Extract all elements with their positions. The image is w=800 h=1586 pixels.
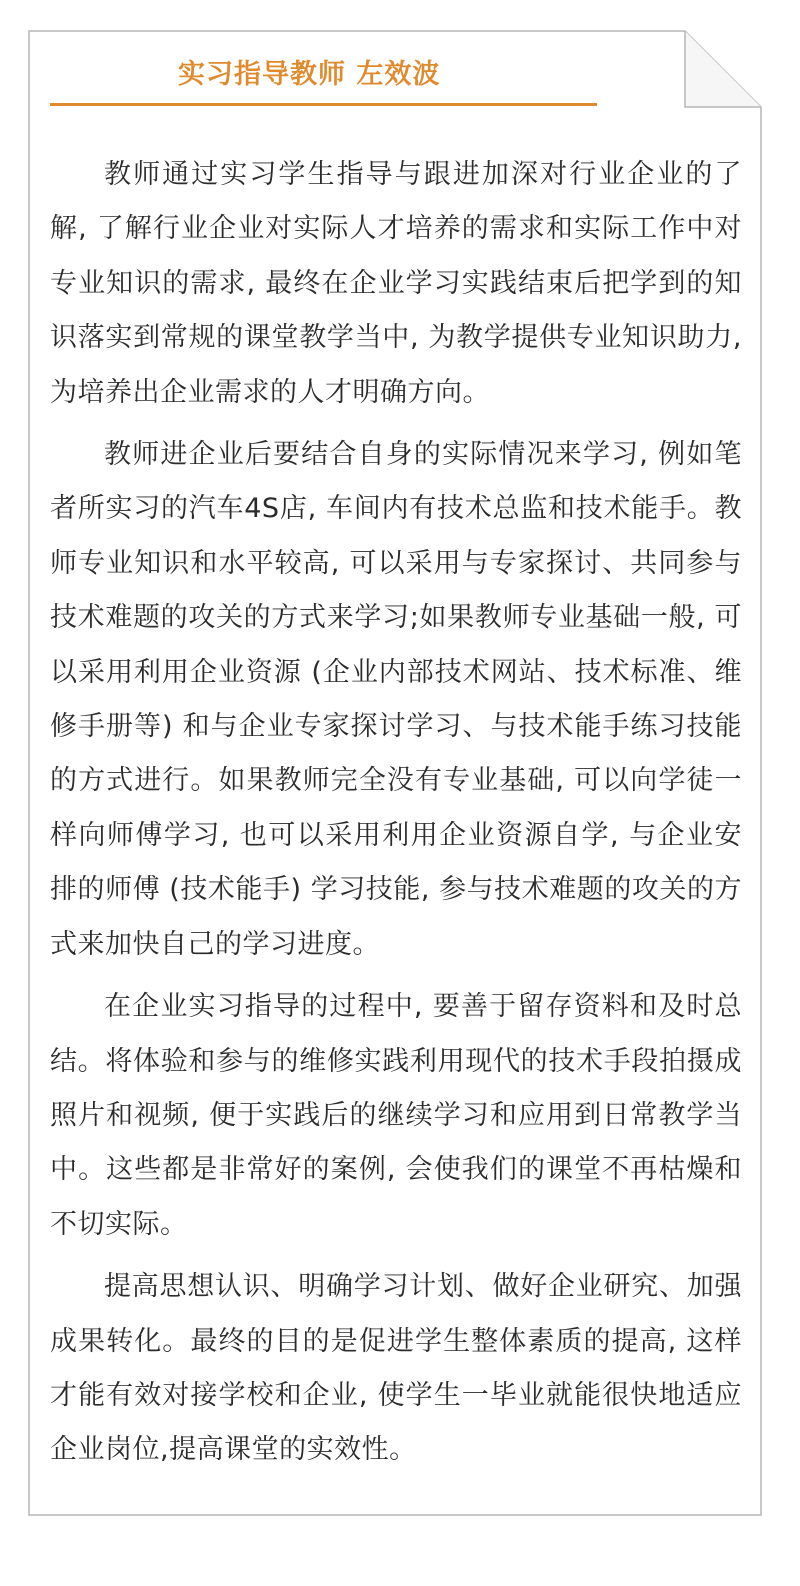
paragraph: 在企业实习指导的过程中, 要善于留存资料和及时总结。将体验和参与的维修实践利用现代的技术手段拍摄成照片和视频, 便于实践后的继续学习和应用到日常教学当中。这些都是非常好的案例, 会使我们的课堂不再枯燥和不切实际。 xyxy=(50,991,742,1240)
paragraph: 提高思想认识、明确学习计划、做好企业研究、加强成果转化。最终的目的是促进学生整体素质的提高, 这样才能有效对接学校和企业, 使学生一毕业就能很快地适应企业岗位,提高课堂的实效性。 xyxy=(50,1271,742,1466)
article-title: 实习指导教师 左效波 xyxy=(178,59,441,90)
article-body xyxy=(50,148,742,1486)
title-underline xyxy=(50,103,597,106)
paragraph: 教师通过实习学生指导与跟进加深对行业企业的了解, 了解行业企业对实际人才培养的需求和实际工作中对专业知识的需求, 最终在企业学习实践结束后把学到的知识落实到常规的课堂教学当中, 为教学提供专业知识助力, 为培养出企业需求的人才明确方向。 xyxy=(50,159,742,408)
paragraph: 教师进企业后要结合自身的实际情况来学习, 例如笔者所实习的汽车4S店, 车间内有技术总监和技术能手。教师专业知识和水平较高, 可以采用与专家探讨、共同参与技术难题的攻关的方式来学习;如果教师专业基础一般, 可以采用利用企业资源 (企业内部技术网站、技术标准、维修手册等) 和与企业专家探讨学习、与技术能手练习技能的方式进行。如果教师完全没有专业基础, 可以向学徒一样向师傅学习, 也可以采用利用企业资源自学, 与企业安排的师傅 (技术能手) 学习技能, 参与技术难题的攻关的方式来加快自己的学习进度。 xyxy=(50,439,742,960)
document-page xyxy=(28,30,762,1516)
